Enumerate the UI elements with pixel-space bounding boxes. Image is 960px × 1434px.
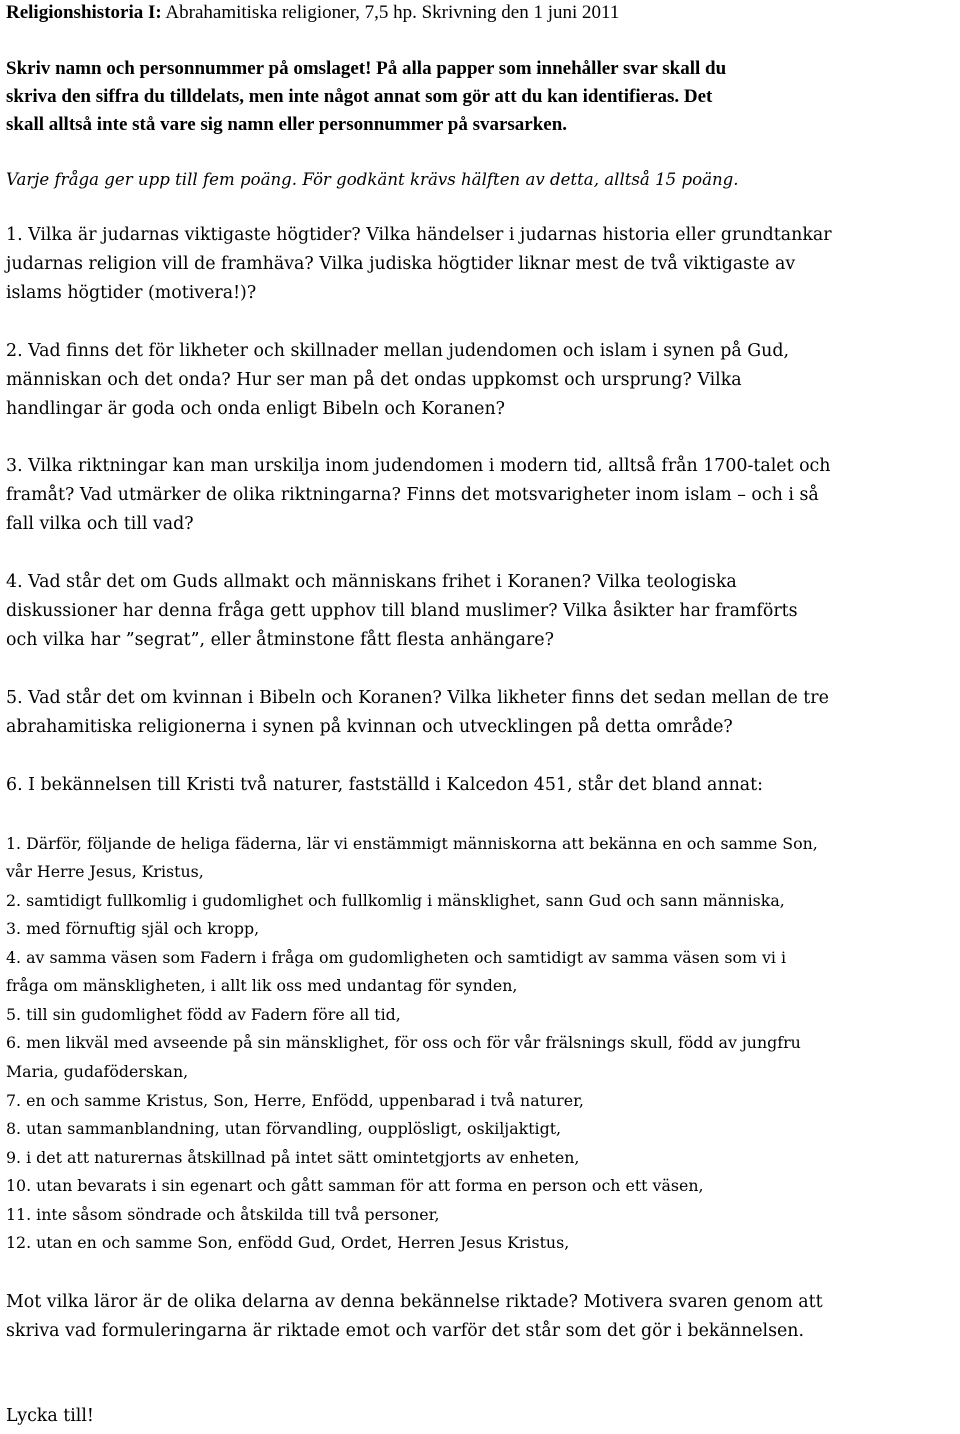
question-5-line: 5. Vad står det om kvinnan i Bibeln och Koranen? Vilka likheter finns det sedan mellan de tre bbox=[6, 688, 829, 708]
question-1-line: islams högtider (motivera!)? bbox=[6, 283, 257, 303]
question-2-line: handlingar är goda och onda enligt Bibeln och Koranen? bbox=[6, 399, 505, 419]
scoring-note: Varje fråga ger upp till fem poäng. För godkänt krävs hälften av detta, alltså 15 poäng. bbox=[6, 170, 739, 189]
creed-line: fråga om mänskligheten, i allt lik oss med undantag för synden, bbox=[6, 976, 518, 995]
creed-line: 4. av samma väsen som Fadern i fråga om gudomligheten och samtidigt av samma väsen som vi i bbox=[6, 948, 787, 967]
question-2-line: 2. Vad finns det för likheter och skillnader mellan judendomen och islam i synen på Gud, bbox=[6, 341, 789, 361]
creed-line: 5. till sin gudomlighet född av Fadern före all tid, bbox=[6, 1005, 401, 1024]
course-name: Religionshistoria I: bbox=[6, 2, 162, 23]
question-2-line: människan och det onda? Hur ser man på det ondas uppkomst och ursprung? Vilka bbox=[6, 370, 742, 390]
question-6-line: 6. I bekännelsen till Kristi två naturer, fastställd i Kalcedon 451, står det bland annat: bbox=[6, 775, 764, 795]
creed-line: 7. en och samme Kristus, Son, Herre, Enfödd, uppenbarad i två naturer, bbox=[6, 1091, 584, 1110]
creed-line: 1. Därför, följande de heliga fäderna, lär vi enstämmigt människorna att bekänna en och samme Son, bbox=[6, 834, 818, 853]
exam-header bbox=[6, 2, 619, 24]
creed-line: 9. i det att naturernas åtskillnad på intet sätt omintetgjorts av enheten, bbox=[6, 1148, 580, 1167]
question-3-line: framåt? Vad utmärker de olika riktningarna? Finns det motsvarigheter inom islam – och i så bbox=[6, 485, 819, 505]
creed-line: 8. utan sammanblandning, utan förvandling, oupplösligt, oskiljaktigt, bbox=[6, 1119, 562, 1138]
instruction-line: Skriv namn och personnummer på omslaget! På alla papper som innehåller svar skall du bbox=[6, 58, 727, 79]
final-question-line: Mot vilka läror är de olika delarna av denna bekännelse riktade? Motivera svaren genom att bbox=[6, 1292, 823, 1312]
creed-line: 11. inte såsom söndrade och åtskilda till två personer, bbox=[6, 1205, 440, 1224]
exam-details: Abrahamitiska religioner, 7,5 hp. Skrivning den 1 juni 2011 bbox=[161, 2, 620, 23]
question-3-line: fall vilka och till vad? bbox=[6, 514, 194, 534]
question-3-line: 3. Vilka riktningar kan man urskilja inom judendomen i modern tid, alltså från 1700-talet och bbox=[6, 456, 831, 476]
creed-line: 10. utan bevarats i sin egenart och gått samman för att forma en person och ett väsen, bbox=[6, 1176, 704, 1195]
question-1-line: 1. Vilka är judarnas viktigaste högtider? Vilka händelser i judarnas historia eller grundtankar bbox=[6, 225, 832, 245]
instruction-line: skall alltså inte stå vare sig namn eller personnummer på svarsarken. bbox=[6, 114, 568, 135]
creed-line: 2. samtidigt fullkomlig i gudomlighet och fullkomlig i mänsklighet, sann Gud och sann människa, bbox=[6, 891, 785, 910]
instruction-line: skriva den siffra du tilldelats, men inte något annat som gör att du kan identifieras. Det bbox=[6, 86, 713, 107]
creed-line: vår Herre Jesus, Kristus, bbox=[6, 862, 204, 881]
creed-line: 3. med förnuftig själ och kropp, bbox=[6, 919, 260, 938]
question-4-line: och vilka har ”segrat”, eller åtminstone fått flesta anhängare? bbox=[6, 630, 554, 650]
creed-line: Maria, gudaföderskan, bbox=[6, 1062, 189, 1081]
creed-line: 6. men likväl med avseende på sin mänsklighet, för oss och för vår frälsnings skull, född av jungfru bbox=[6, 1033, 801, 1052]
question-4-line: diskussioner har denna fråga gett upphov till bland muslimer? Vilka åsikter har framförts bbox=[6, 601, 798, 621]
creed-line: 12. utan en och samme Son, enfödd Gud, Ordet, Herren Jesus Kristus, bbox=[6, 1233, 570, 1252]
closing-greeting: Lycka till! bbox=[6, 1406, 94, 1426]
question-1-line: judarnas religion vill de framhäva? Vilka judiska högtider liknar mest de två viktigaste av bbox=[6, 254, 796, 274]
question-4-line: 4. Vad står det om Guds allmakt och människans frihet i Koranen? Vilka teologiska bbox=[6, 572, 737, 592]
question-5-line: abrahamitiska religionerna i synen på kvinnan och utvecklingen på detta område? bbox=[6, 717, 733, 737]
final-question-line: skriva vad formuleringarna är riktade emot och varför det står som det gör i bekännelsen. bbox=[6, 1321, 805, 1341]
